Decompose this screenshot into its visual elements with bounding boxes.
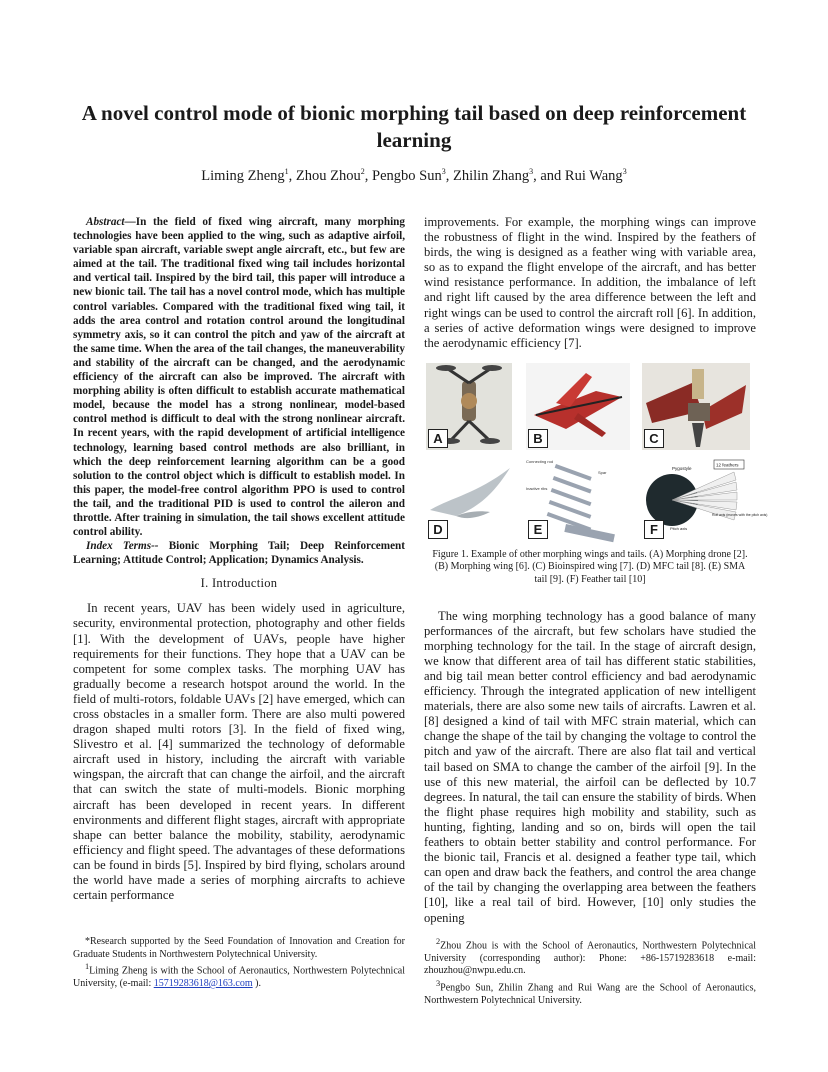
section-heading: I. Introduction	[200, 576, 278, 591]
label-pitch-axis: Pitch axis	[670, 525, 688, 531]
figure-caption: Figure 1. Example of other morphing wings and tails. (A) Morphing drone [2]. (B) Morphing wing [6]. (C) Bioinspired wing [7]. (D) MFC tail [8]. (E) SMA tail [9]. (F) Feather tail [10]	[432, 548, 748, 586]
intro-paragraph-right-bottom: The wing morphing technology has a good balance of many performances of the aircraft, but few scholars have studied the morphing technology for the tail. In the stage of aircraft design, we know that different area of tail has different static stabilities, and big tail mean better control efficiency and bad aerodynamic efficiency. Through the integrated application of new intelligent materials, there are also some new tails of aircrafts. Lawren et al. [8] designed a kind of tail with MFC strain material, which can change the shape of the tail by changing the voltage to control the pitch and yaw of the aircraft. There are also flat tail and vertical tail based on SMA to change the camber of the airfoil [9]. In the use of this new material, the airfoil can be deflected by 10.7 degrees. In natural, the tail can ensure the stability of birds. When the flight phase requires high mobility and stability, such as hunting, fighting, landing and so on, birds will open the tail feathers to obtain better stability and control performance. For the bionic tail, Francis et al. designed a feather type tail, which can open and draw back the feathers, and control the area change of the tail by changing the overlapping area between the feathers [10], like a real tail of bird. However, [10] only studies the opening	[424, 608, 756, 925]
author-name: Rui Wang	[564, 167, 623, 184]
figure-panel-e	[526, 454, 630, 541]
paper-title: A novel control mode of bionic morphing tail based on deep reinforcement learning	[81, 101, 747, 152]
figure-panel-f	[642, 454, 768, 541]
abstract-label: Abstract	[86, 216, 125, 228]
panel-label-b: B	[528, 429, 548, 448]
author-affiliation: 3	[622, 167, 627, 176]
intro-paragraph-right-top: improvements. For example, the morphing wings can improve the robustness of flight in the wind. Inspired by the feathers of birds, the wing is designed as a feather wing with variable area, so as to expand the flight envelope of the aircraft, and has better wind resistance performance. In addition, the imbalance of left and right lift caused by the area difference between the left and right wings can be used to control the aircraft roll [6]. In addition, a series of active deformation wings were designed to improve the aerodynamic efficiency [7].	[424, 215, 756, 350]
author-list: Liming Zheng$^1$, Zhou Zhou$^2$, Pengbo Sun$^3$, Zhilin Zhang$^3$, and Rui Wang$^3$	[201, 167, 627, 184]
email-link-1[interactable]: 15719283618@163.com	[153, 977, 253, 989]
figure-panel-b	[526, 363, 630, 450]
author-affiliation: 3	[529, 167, 534, 176]
author-name: Zhilin Zhang	[452, 167, 530, 184]
author-affiliation: 3	[441, 167, 446, 176]
panel-label-a: A	[428, 429, 448, 448]
figure-panel-d	[426, 454, 512, 541]
footnotes-left	[73, 936, 405, 990]
author-name: Zhou Zhou	[295, 167, 361, 184]
right-column	[424, 215, 768, 926]
index-terms	[73, 539, 405, 567]
footnote-2: $^2$Zhou Zhou is with the School of Aeronautics, Northwestern Polytechnical University (corresponding author): Phone: +86-15719283618 e-mail: zhouzhou@nwpu.edu.cn.	[424, 937, 756, 977]
panel-label-f: F	[644, 520, 664, 539]
label-inactive-ribs: Inactive ribs	[526, 485, 548, 491]
figure-panel-a	[426, 363, 512, 450]
author-name: Pengbo Sun	[372, 167, 442, 184]
footnote-support: *Research supported by the Seed Foundation of Innovation and Creation for Graduate Students in Northwestern Polytechnical University.	[73, 936, 405, 960]
footnote-1: $^1$Liming Zheng is with the School of Aeronautics, Northwestern Polytechnical University, (e-mail: 15719283618@163.com ).	[73, 962, 405, 989]
label-roll-axis: Roll axis (moves with the pitch axis)	[712, 512, 768, 517]
intro-paragraph-left: In recent years, UAV has been widely used in agriculture, security, environmental protection, photography and other fields [1]. With the development of UAVs, people have higher requirements for their functions. They hope that a UAV can be competent for some complex tasks. The morphing UAV has gradually become a research hotspot around the world. In the field of multi-rotors, foldable UAVs [2] have emerged, which can cross obstacles in a smaller form. There are also multi powered dragon shaped multi rotors [3]. In the field of fixed wing, Slivestro et al. [4] summarized the technology of deformable aircraft used in history, including the aircraft with variable wingspan, the aircraft that can change the airfoil, and the aircraft that can switch the state of multi-models. Bionic morphing aircraft has been developed in recent years. In different environments and different flight stages, aircraft with appropriate shape can better balance the mobility, stability, aerodynamic efficiency and flight speed. The advantages of these deformations can be found in birds [5]. Inspired by bird flying, scholars around the world have made a series of morphing aircrafts to achieve certain performance	[73, 601, 405, 903]
figure-1	[424, 363, 768, 541]
panel-label-c: C	[644, 429, 664, 448]
abstract-text: In the field of fixed wing aircraft, many morphing technologies have been applied to the wing, such as adaptive airfoil, variable span aircraft, variable swept angle aircraft, etc., but few are aimed at the tail. The traditional fixed wing tail includes horizontal and vertical tail. Inspired by the bird tail, this paper will introduce a new bionic tail. The tail has a novel control mode, which has multiple control variables. Compared with the traditional fixed wing tail, it adds the area control and rotation control around the longitudinal symmetry axis, so it can control the pitch and yaw of the aircraft at the same time. When the area of the tail changes, the maneuverability and stability of the aircraft can be changed, and the aerodynamic efficiency of the aircraft can also be improved. The aircraft with morphing ability is often difficult to establish accurate mathematical model, because the model has a strong nonlinear, model-based control method is difficult to deal with the strong nonlinear aircraft. In recent years, with the rapid development of artificial intelligence technology, learning based control methods are also brilliant, in which the deep reinforcement learning algorithm can be a good solution to the control object which is difficult to establish model. In this paper, the model-free control algorithm PPO is used to control the tail, and the traditional PID is used to control the aileron and throttle. After training in simulation, the tail shows excellent attitude control ability.	[73, 216, 405, 539]
abstract: Abstract—In the field of fixed wing aircraft, many morphing technologies have been applied to the wing, such as adaptive airfoil, variable span aircraft, variable swept angle aircraft, etc., but few are aimed at the tail. The traditional fixed wing tail includes horizontal and vertical tail. Inspired by the bird tail, this paper will introduce a new bionic tail. The tail has a novel control mode, which has multiple control variables. Compared with the traditional fixed wing tail, it adds the area control and rotation control around the longitudinal symmetry axis, so it can control the pitch and yaw of the aircraft at the same time. When the area of the tail changes, the maneuverability and stability of the aircraft can be changed, and the aerodynamic efficiency of the aircraft can also be improved. The aircraft with morphing ability is often difficult to establish accurate mathematical model, because the model has a strong nonlinear, model-based control method is difficult to deal with the strong nonlinear aircraft. In recent years, with the rapid development of artificial intelligence technology, learning based control methods are also brilliant, in which the deep reinforcement learning algorithm can be a good solution to the control object which is difficult to establish model. In this paper, the model-free control algorithm PPO is used to control the tail, and the traditional PID is used to control the aileron and throttle. After training in simulation, the tail shows excellent attitude control ability.	[73, 216, 405, 539]
label-connecting-rod: Connecting rod	[526, 458, 554, 464]
figure-panel-c	[642, 363, 750, 450]
panel-label-e: E	[528, 520, 548, 539]
label-pygostyle: Pygostyle	[672, 465, 692, 471]
index-terms-text: Bionic Morphing Tail; Deep Reinforcement Learning; Attitude Control; Application; Dynamics Analysis.	[73, 540, 405, 567]
left-column	[73, 215, 405, 903]
footnotes-right	[424, 936, 756, 1007]
index-terms-label: Index Terms--	[86, 540, 159, 553]
footnote-3: $^3$Pengbo Sun, Zhilin Zhang and Rui Wang are the School of Aeronautics, Northwestern Polytechnical University.	[424, 978, 756, 1006]
author-name: Liming Zheng	[201, 167, 285, 184]
label-feathers: 12 feathers	[716, 462, 739, 468]
author-affiliation: 1	[284, 167, 289, 176]
panel-label-d: D	[428, 520, 448, 539]
label-spar: Spar	[598, 469, 607, 475]
author-affiliation: 2	[360, 167, 365, 176]
